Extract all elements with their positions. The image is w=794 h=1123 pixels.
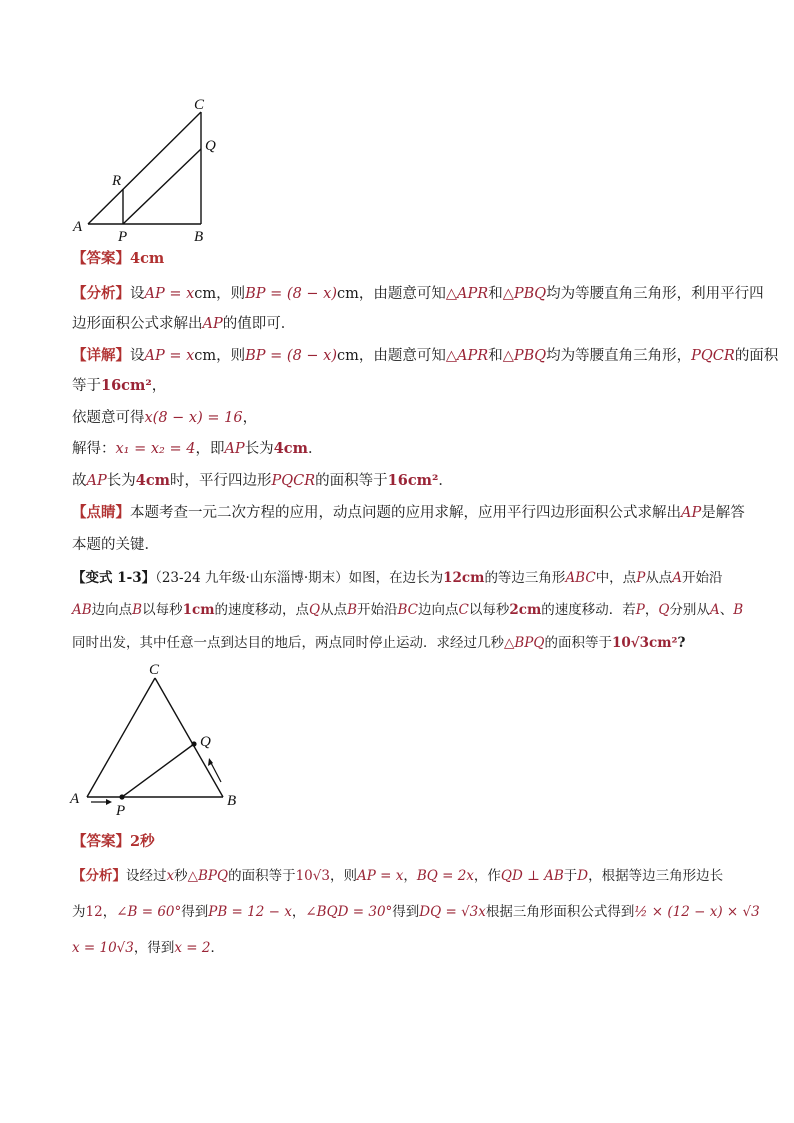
math: ABC (565, 570, 596, 586)
text: ，根据等边三角形边长 (588, 868, 724, 884)
comment-tag: 【点睛】 (72, 504, 130, 521)
text: ，即 (195, 441, 225, 457)
detail-1-line-1 (72, 346, 779, 366)
math: △BPQ (504, 635, 545, 651)
text: ， (102, 904, 117, 920)
text: cm，由题意可知 (337, 348, 446, 364)
text: 和 (488, 286, 503, 302)
text: 以每秒 (468, 602, 510, 618)
answer-tag: 【答案】 (72, 250, 130, 267)
math: BP = (8 − x) (245, 286, 338, 302)
text: 开始沿 (357, 602, 398, 618)
math: DQ = √3x (419, 904, 486, 920)
text: 设 (130, 286, 145, 302)
text: 于 (563, 868, 578, 884)
text: 根据三角形面积公式得到 (485, 904, 635, 920)
text: 得到 (392, 904, 420, 920)
text: 均为等腰直角三角形，利用平行四 (546, 286, 764, 302)
text: 中，点 (595, 570, 637, 586)
variant-line-1 (72, 568, 732, 588)
analysis-tag: 【分析】 (72, 285, 130, 302)
math: D (577, 868, 589, 884)
text: 如图，在边长为 (348, 570, 444, 586)
math: BP = (8 − x) (245, 348, 338, 364)
analysis-2-line-1 (72, 866, 732, 886)
math: 4cm (273, 440, 308, 457)
analysis-tag: 【分析】 (72, 868, 126, 884)
math: △BPQ (187, 868, 229, 884)
math: 16cm² (101, 377, 152, 394)
text: ． (307, 441, 323, 457)
text: 的面积等于 (228, 868, 296, 884)
math: x = 10√3 (72, 940, 134, 956)
math: ∠B = 60° (116, 904, 182, 920)
label-a: A (70, 791, 80, 807)
math: AP (681, 505, 702, 521)
math: BC (397, 602, 419, 618)
answer-value: 4cm (130, 250, 165, 267)
text: 的速度移动，点 (214, 602, 309, 618)
answer-2 (72, 832, 732, 852)
text: ， (151, 378, 167, 394)
text: 依题意可得 (72, 410, 145, 426)
math: AP (202, 316, 223, 332)
text: ，作 (473, 868, 501, 884)
text: 的速度移动．若 (541, 602, 636, 618)
text: ， (291, 904, 306, 920)
math: △PBQ (502, 348, 547, 364)
figure-equilateral-triangle-abc (66, 656, 251, 821)
text: 等于 (72, 378, 101, 394)
text: 得到 (181, 904, 209, 920)
text: 的值即可． (222, 316, 296, 332)
math: PQCR (271, 473, 316, 489)
math: ½ × (12 − x) × √3 (634, 904, 760, 920)
text: 长为 (106, 473, 136, 489)
math: 16cm² (387, 472, 439, 489)
text: ， (644, 602, 659, 618)
text: 的面积等于 (315, 473, 388, 489)
detail-tag: 【详解】 (72, 347, 130, 364)
text: 从点 (645, 570, 673, 586)
variant-source: （23-24 九年级·山东淄博·期末） (155, 570, 349, 586)
text: ， (403, 868, 417, 884)
text: 的面积 (734, 348, 779, 364)
text: 边向点 (91, 602, 133, 618)
math: 10√3 (295, 868, 330, 884)
text: 长为 (244, 441, 274, 457)
answer-1 (72, 249, 732, 269)
text: 是解答 (701, 505, 745, 521)
math: AP (224, 441, 245, 457)
text: 以每秒 (142, 602, 183, 618)
text: 分别从 (669, 602, 710, 618)
text: cm，则 (194, 348, 246, 364)
text: 为 (72, 904, 86, 920)
label-b: B (227, 793, 237, 809)
variant-line-3 (72, 633, 732, 653)
math: x (166, 868, 175, 884)
label-c: C (194, 97, 205, 113)
math: 2cm (509, 602, 542, 618)
label-p: P (118, 229, 128, 242)
analysis-1-line-1 (72, 284, 764, 304)
text: ． (210, 940, 224, 956)
text: 开始沿 (682, 570, 723, 586)
figure-right-triangle-apr-pbq (68, 92, 228, 242)
text: 故 (72, 473, 87, 489)
math: 4cm (135, 472, 170, 489)
text: 的面积等于 (544, 635, 612, 651)
math: 12cm (443, 570, 485, 586)
detail-1-line-2 (72, 376, 732, 396)
text: 的等边三角形 (484, 570, 566, 586)
text: ，则 (329, 868, 357, 884)
text: ， (242, 410, 258, 426)
math: AB (72, 602, 92, 618)
text: 时，平行四边形 (170, 473, 272, 489)
text: 边形面积公式求解出 (72, 316, 203, 332)
math: P (636, 570, 646, 586)
variant-tag: 【变式 1-3】 (72, 570, 156, 586)
text: 本题的关键． (72, 537, 159, 553)
answer-value: 2秒 (130, 833, 155, 850)
math: AP = x (144, 286, 195, 302)
text: 设经过 (126, 868, 167, 884)
math: B (347, 602, 357, 618)
text: 、 (719, 602, 734, 618)
math: QD ⊥ AB (500, 868, 564, 884)
text: 解得： (72, 441, 116, 457)
label-p: P (116, 803, 126, 819)
text: 和 (488, 348, 503, 364)
text: 同时出发，其中任意一点到达目的地后，两点同时停止运动．求经过几秒 (72, 635, 504, 651)
math: BQ = 2x (416, 868, 474, 884)
text: 设 (130, 348, 145, 364)
variant-line-2 (72, 600, 744, 620)
math: △APR (445, 348, 489, 364)
analysis-1-line-2 (72, 314, 732, 334)
math: 1cm (182, 602, 215, 618)
math: A (709, 602, 720, 618)
comment-1-line-1 (72, 503, 745, 523)
detail-1-line-3 (72, 408, 732, 428)
label-b: B (194, 229, 204, 242)
text: 秒 (174, 868, 188, 884)
label-c: C (149, 662, 160, 678)
math: x₁ = x₂ = 4 (115, 441, 196, 457)
math: Q (658, 602, 670, 618)
text: 均为等腰直角三角形， (546, 348, 692, 364)
math: AP = x (356, 868, 404, 884)
text: 从点 (320, 602, 348, 618)
math: B (132, 602, 143, 618)
text: 本题考查一元二次方程的应用，动点问题的应用求解，应用平行四边形面积公式求解出 (130, 505, 681, 521)
detail-1-line-4 (72, 439, 732, 459)
math: x(8 − x) = 16 (144, 410, 243, 426)
math: A (672, 570, 683, 586)
math: P (635, 602, 645, 618)
analysis-2-line-3 (72, 938, 732, 958)
math: x = 2 (174, 940, 211, 956)
math: PQCR (691, 348, 735, 364)
math: PB = 12 − x (208, 904, 292, 920)
text: ． (438, 473, 453, 489)
analysis-2-line-2 (72, 902, 760, 922)
text: ? (677, 635, 686, 651)
math: Q (309, 602, 321, 618)
math: △APR (445, 286, 489, 302)
math: AP (86, 473, 107, 489)
math: ∠BQD = 30° (305, 904, 393, 920)
text: cm，则 (194, 286, 246, 302)
math: B (733, 602, 744, 618)
math: 12 (85, 904, 103, 920)
label-a: A (73, 219, 83, 235)
label-r: R (112, 173, 122, 189)
text: cm，由题意可知 (337, 286, 446, 302)
math: 10√3cm² (611, 635, 678, 651)
comment-1-line-2 (72, 535, 732, 555)
math: AP = x (144, 348, 195, 364)
label-q: Q (205, 138, 216, 154)
answer-tag: 【答案】 (72, 833, 130, 850)
detail-1-line-5 (72, 471, 732, 491)
math: C (458, 602, 469, 618)
text: 边向点 (418, 602, 459, 618)
math: △PBQ (502, 286, 547, 302)
label-q: Q (200, 734, 211, 750)
text: ，得到 (133, 940, 175, 956)
